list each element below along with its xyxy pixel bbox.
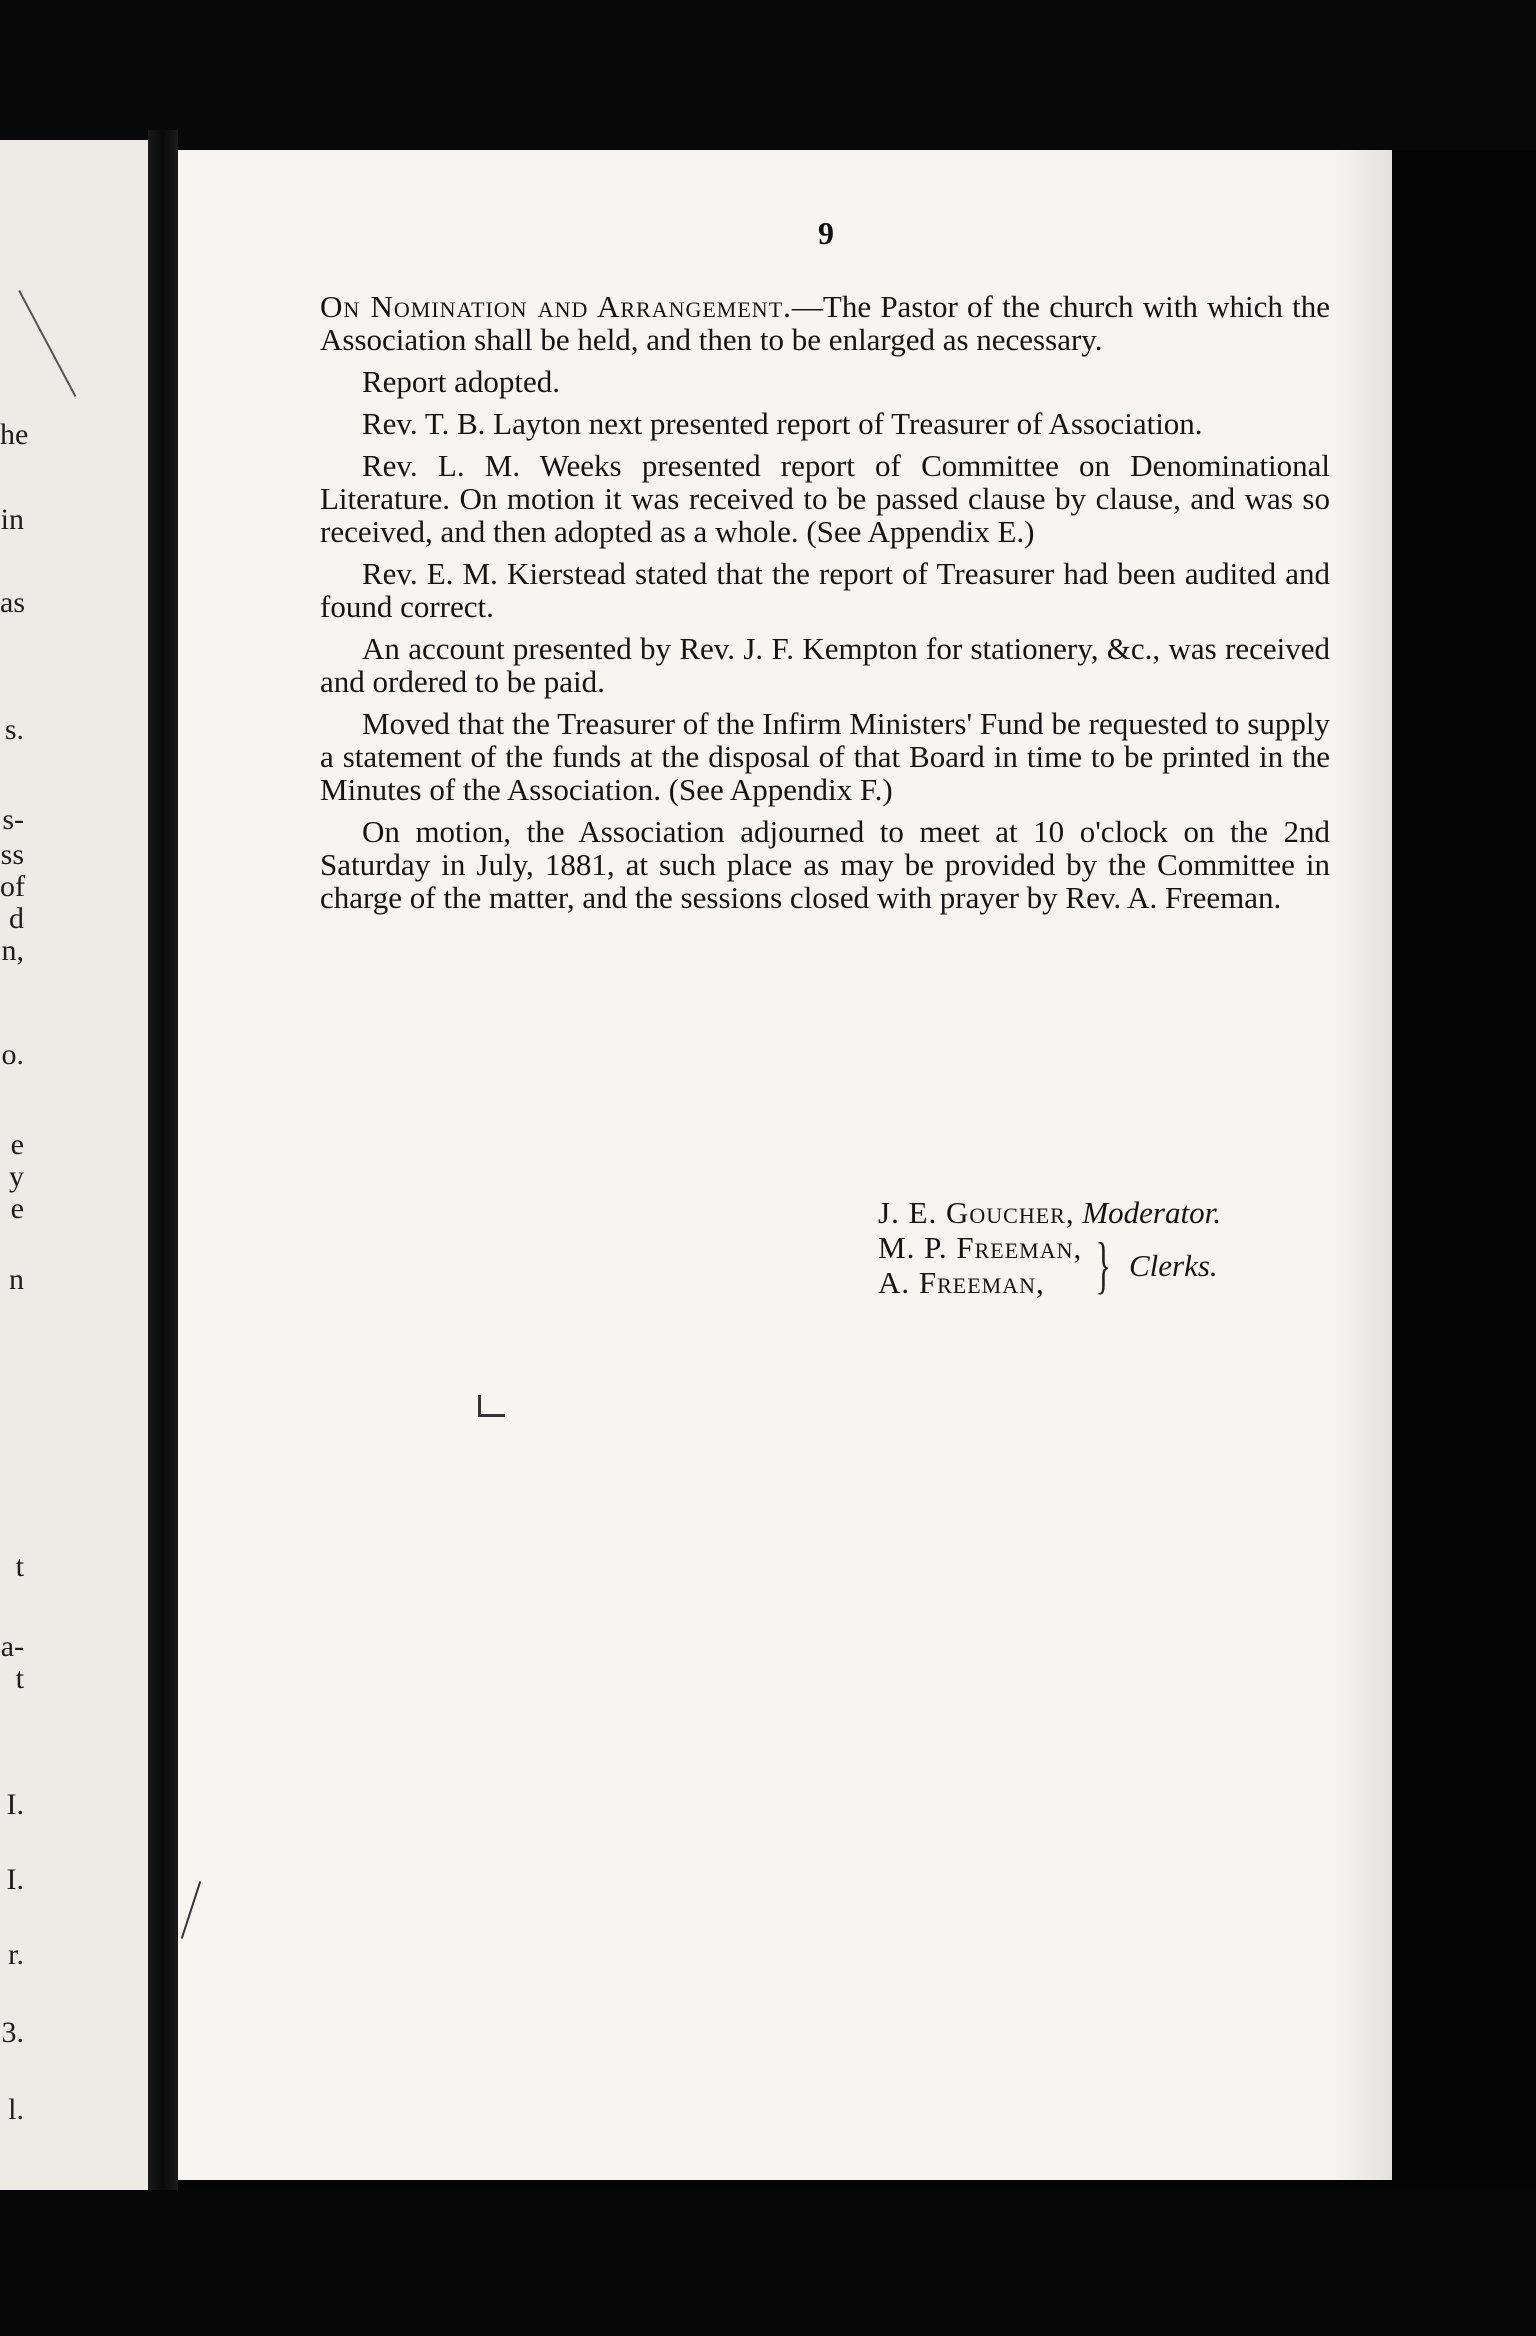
margin-fragment: t bbox=[15, 1662, 24, 1695]
pencil-mark bbox=[181, 1881, 201, 1939]
paragraph-treasurer-report: Rev. T. B. Layton next presented report of Treasurer of Association. bbox=[362, 406, 1203, 441]
paragraph-text: —The Pastor of the church with which the Association shall be held, and then to be enlarged as necessary. bbox=[320, 289, 1330, 357]
facing-page-left bbox=[0, 140, 148, 2190]
margin-fragment: y bbox=[9, 1160, 24, 1193]
brace-glyph: } bbox=[1095, 1229, 1112, 1300]
page-number: 9 bbox=[818, 215, 834, 251]
paragraph-nomination bbox=[320, 290, 1330, 356]
clerk-name: M. P. Freeman, bbox=[878, 1230, 1083, 1265]
margin-fragment: of bbox=[0, 870, 25, 903]
section-heading: On Nomination and Arrangement. bbox=[320, 289, 792, 324]
bottom-border bbox=[0, 2190, 1536, 2336]
paragraph-stationery-account: An account presented by Rev. J. F. Kempton for stationery, &c., was received and ordered to be paid. bbox=[320, 631, 1330, 699]
document-page bbox=[178, 150, 1392, 2180]
margin-fragment: a- bbox=[0, 1630, 24, 1663]
paragraph-infirm-fund: Moved that the Treasurer of the Infirm Ministers' Fund be requested to supply a statement of the funds at the disposal of that Board in time to be printed in the Minutes of the Association. (See Appendix F.) bbox=[320, 706, 1330, 807]
moderator-signature bbox=[878, 1195, 1221, 1230]
margin-fragment: n bbox=[9, 1263, 24, 1296]
moderator-role: Moderator. bbox=[1082, 1195, 1221, 1230]
signature-block bbox=[878, 1195, 1221, 1300]
paragraph-adjournment: On motion, the Association adjourned to meet at 10 o'clock on the 2nd Saturday in July, 1881, at such place as may be provided by the Committee in charge of the matter, and the sessions closed with prayer by Rev. A. Freeman. bbox=[320, 814, 1330, 915]
margin-fragment: s- bbox=[2, 803, 24, 836]
clerks-signature bbox=[878, 1230, 1221, 1300]
margin-fragment: I. bbox=[6, 1863, 24, 1896]
margin-fragment: 3. bbox=[1, 2016, 24, 2049]
paragraph-report-adopted: Report adopted. bbox=[362, 364, 561, 399]
minutes-body bbox=[320, 290, 1330, 923]
clerks-names bbox=[878, 1230, 1082, 1300]
margin-fragment: o. bbox=[1, 1038, 24, 1071]
margin-fragment: r. bbox=[8, 1938, 24, 1971]
margin-fragment: t bbox=[15, 1550, 24, 1583]
margin-fragment: in bbox=[0, 503, 24, 536]
moderator-name: J. E. Goucher, bbox=[878, 1195, 1075, 1230]
paragraph-literature-report: Rev. L. M. Weeks presented report of Committee on Denominational Literature. On motion it was received to be passed clause by clause, and was so received, and then adopted as a whole. (See Appendix E.) bbox=[320, 448, 1330, 549]
margin-fragment: as bbox=[0, 586, 25, 619]
clerks-role: Clerks. bbox=[1128, 1247, 1218, 1283]
margin-fragment: d bbox=[9, 902, 24, 935]
top-border bbox=[0, 0, 1536, 150]
margin-fragment: e bbox=[10, 1192, 24, 1225]
clerk-name: A. Freeman, bbox=[878, 1265, 1045, 1300]
book-gutter bbox=[148, 130, 178, 2210]
margin-fragment: he bbox=[0, 418, 29, 451]
pencil-mark bbox=[481, 1414, 505, 1417]
margin-fragment: I. bbox=[6, 1788, 24, 1821]
page-edge-mark bbox=[18, 290, 76, 397]
paragraph-audit: Rev. E. M. Kierstead stated that the report of Treasurer had been audited and found correct. bbox=[320, 556, 1330, 624]
margin-fragment: s. bbox=[4, 713, 24, 746]
margin-fragment: n, bbox=[1, 934, 24, 967]
margin-fragment: e bbox=[10, 1128, 24, 1161]
margin-fragment: ss bbox=[0, 838, 24, 871]
margin-fragment: l. bbox=[8, 2093, 24, 2126]
